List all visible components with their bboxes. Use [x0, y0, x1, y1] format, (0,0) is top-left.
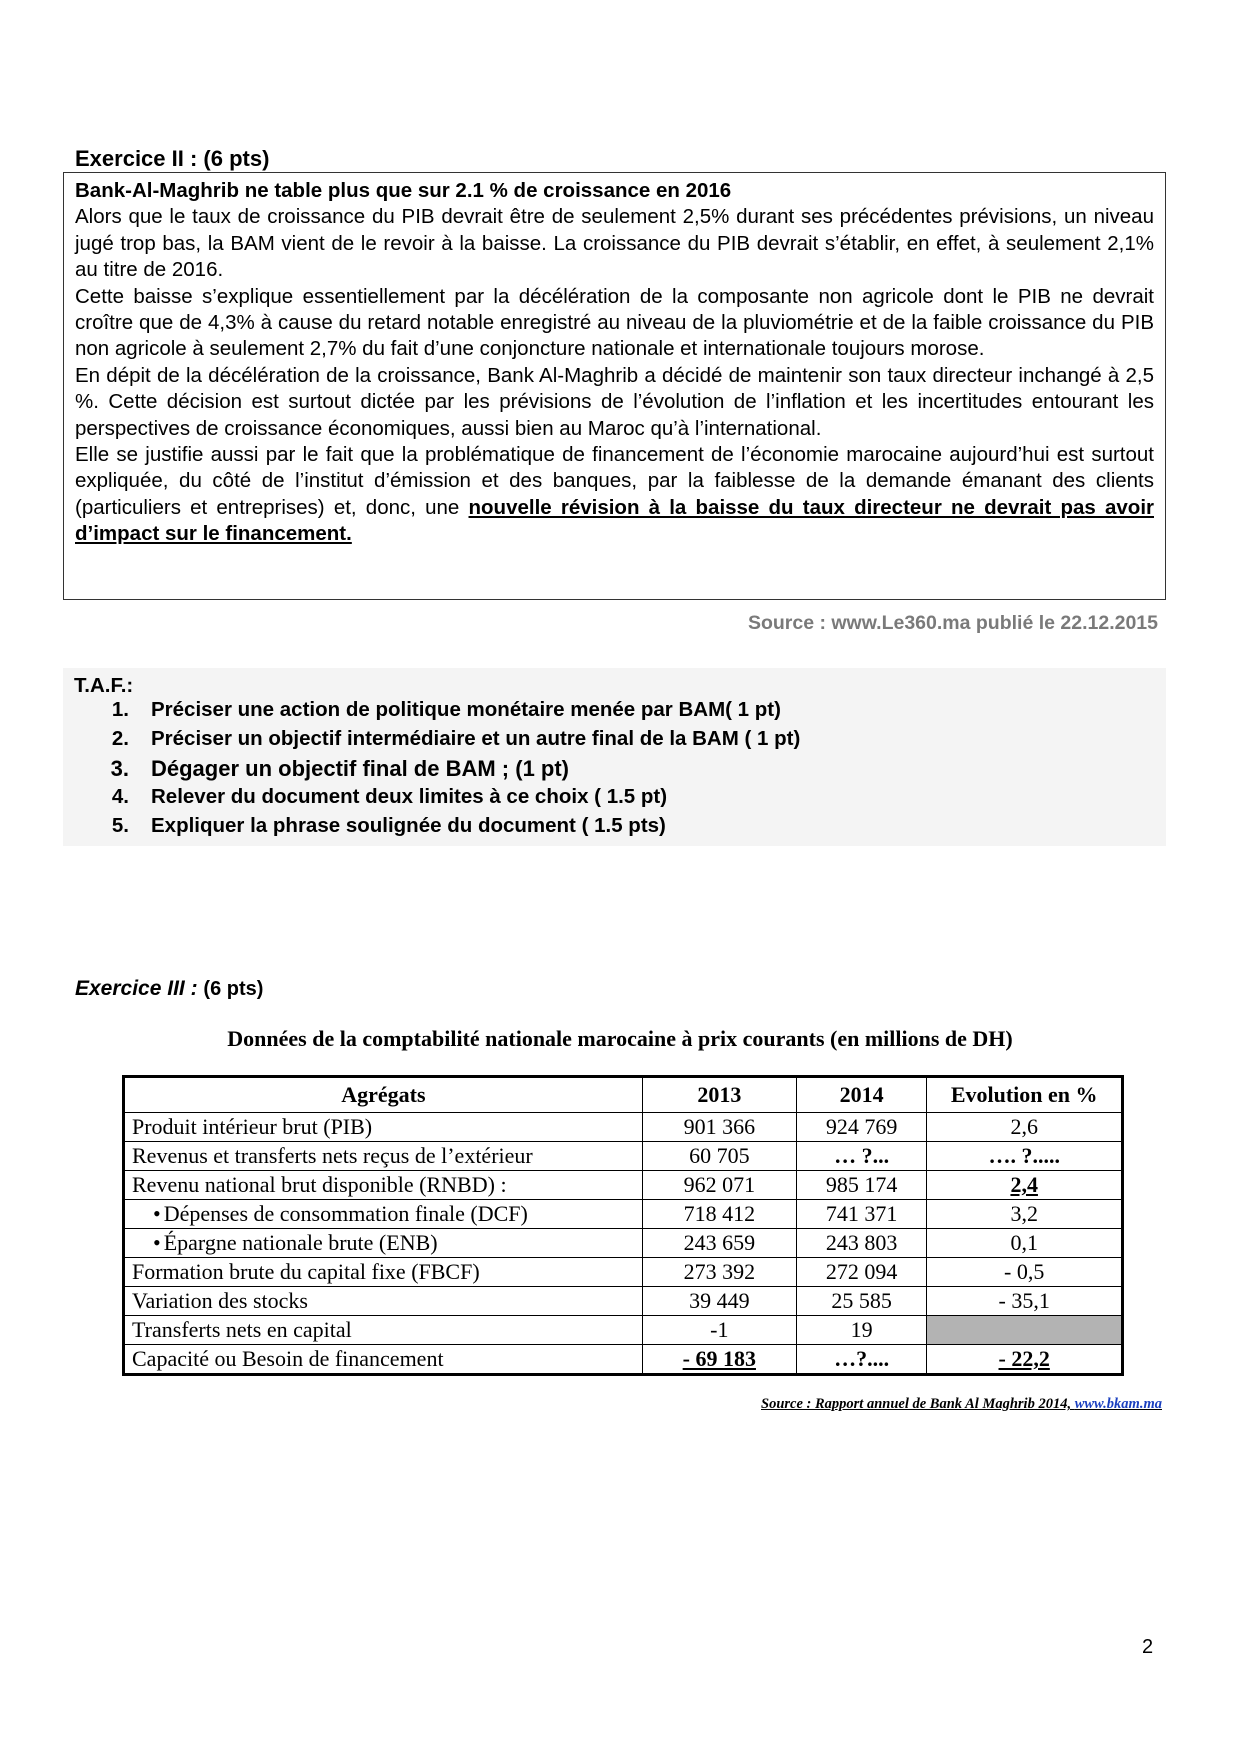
taf-item-text: Expliquer la phrase soulignée du document ( 1.5 pts) [151, 814, 666, 837]
value-2014: … ?... [796, 1142, 926, 1171]
value-2014: 985 174 [796, 1171, 926, 1200]
value-2013: 60 705 [642, 1142, 796, 1171]
page-number: 2 [1142, 1636, 1154, 1658]
value-2014: 19 [796, 1316, 926, 1345]
exercise-3-points: (6 pts) [203, 978, 264, 1000]
bullet-icon: • [153, 1201, 161, 1226]
article-paragraph: Cette baisse s’explique essentiellement par la décélération de la composante non agricole dont le PIB ne devrait croître que de 4,3% à cause du retard notable enregistré au niveau de la pluviométrie et de la faible croissance du PIB non agricole à seulement 2,7% du fait d’une conjoncture nationale et internationale toujours morose. [75, 284, 1154, 361]
value-2014: 741 371 [796, 1200, 926, 1229]
article-paragraph: En dépit de la décélération de la croissance, Bank Al-Maghrib a décidé de maintenir son taux directeur inchangé à 2,5 %. Cette décision est surtout dictée par les prévisions de l’évolution de l’inflation et les incertitudes entourant les perspectives de croissance économiques, aussi bien au Maroc qu’à l’international. [75, 363, 1154, 440]
value-evolution: 2,6 [927, 1113, 1123, 1142]
value-evolution: 0,1 [927, 1229, 1123, 1258]
value-evolution: 3,2 [927, 1200, 1123, 1229]
exercise-2-title: Exercice II : (6 pts) [75, 146, 270, 171]
value-evolution: …. ?..... [927, 1142, 1123, 1171]
value-evolution: - 22,2 [927, 1345, 1123, 1375]
taf-title: T.A.F.: [74, 674, 134, 697]
value-2014: 272 094 [796, 1258, 926, 1287]
article-box [63, 172, 1166, 600]
taf-item [63, 698, 800, 727]
taf-item [63, 727, 800, 756]
value-2013: - 69 183 [642, 1345, 796, 1375]
taf-item-number: 2. [111, 727, 129, 750]
table-caption: Données de la comptabilité nationale marocaine à prix courants (en millions de DH) [227, 1026, 1013, 1051]
table-source-text: Source : Rapport annuel de Bank Al Maghrib 2014, [761, 1396, 1075, 1412]
exercise-3-title [75, 977, 263, 1001]
header-evolution: Evolution en % [927, 1077, 1123, 1113]
taf-item-text: Relever du document deux limites à ce choix ( 1.5 pt) [151, 785, 668, 808]
exercise-3-title-text: Exercice III : [75, 977, 204, 1000]
taf-item [63, 785, 800, 814]
source-link[interactable]: www.bkam.ma [1074, 1396, 1162, 1412]
row-label: Capacité ou Besoin de financement [124, 1345, 643, 1375]
underlined-sentence: nouvelle révision à la baisse du taux directeur ne devrait pas avoir d’impact sur le financement. [75, 495, 1154, 546]
value-2014: 924 769 [796, 1113, 926, 1142]
row-label: Revenu national brut disponible (RNBD) : [124, 1171, 643, 1200]
row-label: Produit intérieur brut (PIB) [124, 1113, 643, 1142]
row-label: Variation des stocks [124, 1287, 643, 1316]
article-headline: Bank-Al-Maghrib ne table plus que sur 2.1 % de croissance en 2016 [75, 179, 732, 202]
national-accounts-table [122, 1075, 1124, 1376]
article-source: Source : www.Le360.ma publié le 22.12.2015 [747, 612, 1158, 634]
table-row [124, 1200, 1123, 1229]
header-aggregates: Agrégats [124, 1077, 643, 1113]
value-2013: 273 392 [642, 1258, 796, 1287]
taf-item-text: Dégager un objectif final de BAM ; (1 pt) [151, 756, 570, 781]
table-source [761, 1396, 1162, 1413]
table-row [124, 1258, 1123, 1287]
taf-item [63, 814, 800, 843]
taf-item [63, 756, 800, 785]
table-row [124, 1345, 1123, 1375]
value-2013: 901 366 [642, 1113, 796, 1142]
table-row [124, 1171, 1123, 1200]
value-evolution: - 0,5 [927, 1258, 1123, 1287]
taf-item-number: 3. [110, 756, 129, 781]
value-evolution: - 35,1 [927, 1287, 1123, 1316]
table-header-row [124, 1077, 1123, 1113]
taf-list [63, 698, 800, 843]
value-2013: 962 071 [642, 1171, 796, 1200]
value-2013: 718 412 [642, 1200, 796, 1229]
row-label: Transferts nets en capital [124, 1316, 643, 1345]
taf-item-text: Préciser un objectif intermédiaire et un autre final de la BAM ( 1 pt) [151, 727, 801, 750]
value-evolution: 2,4 [927, 1171, 1123, 1200]
bullet-icon: • [153, 1230, 161, 1255]
table-row [124, 1287, 1123, 1316]
row-label [124, 1200, 643, 1229]
taf-item-number: 4. [111, 785, 129, 808]
value-2014: …?.... [796, 1345, 926, 1375]
value-2013: 39 449 [642, 1287, 796, 1316]
row-label-text: Dépenses de consommation finale (DCF) [163, 1201, 528, 1226]
table-row [124, 1142, 1123, 1171]
row-label: Revenus et transferts nets reçus de l’extérieur [124, 1142, 643, 1171]
taf-item-text: Préciser une action de politique monétaire menée par BAM( 1 pt) [151, 698, 781, 721]
table-row [124, 1316, 1123, 1345]
article-paragraph-last-text: Elle se justifie aussi par le fait que la problématique de financement de l’économie marocaine aujourd’hui est surtout expliquée, du côté de l’institut d’émission et des banques, par la faiblesse de la demande émanant des clients (particuliers et entreprises) et, donc, une [75, 443, 1154, 519]
header-2014: 2014 [796, 1077, 926, 1113]
table-row [124, 1113, 1123, 1142]
value-2013: -1 [642, 1316, 796, 1345]
value-2014: 25 585 [796, 1287, 926, 1316]
article-paragraph-last [75, 442, 1154, 548]
value-2013: 243 659 [642, 1229, 796, 1258]
taf-item-number: 1. [111, 698, 129, 721]
value-2014: 243 803 [796, 1229, 926, 1258]
taf-block [63, 668, 1166, 846]
taf-item-number: 5. [111, 814, 129, 837]
row-label-text: Épargne nationale brute (ENB) [163, 1230, 438, 1255]
shaded-cell [927, 1316, 1123, 1345]
row-label: Formation brute du capital fixe (FBCF) [124, 1258, 643, 1287]
table-row [124, 1229, 1123, 1258]
article-paragraph: Alors que le taux de croissance du PIB devrait être de seulement 2,5% durant ses précédentes prévisions, un niveau jugé trop bas, la BAM vient de le revoir à la baisse. La croissance du PIB devrait s’établir, en effet, à seulement 2,1% au titre de 2016. [75, 205, 1154, 282]
header-2013: 2013 [642, 1077, 796, 1113]
row-label [124, 1229, 643, 1258]
